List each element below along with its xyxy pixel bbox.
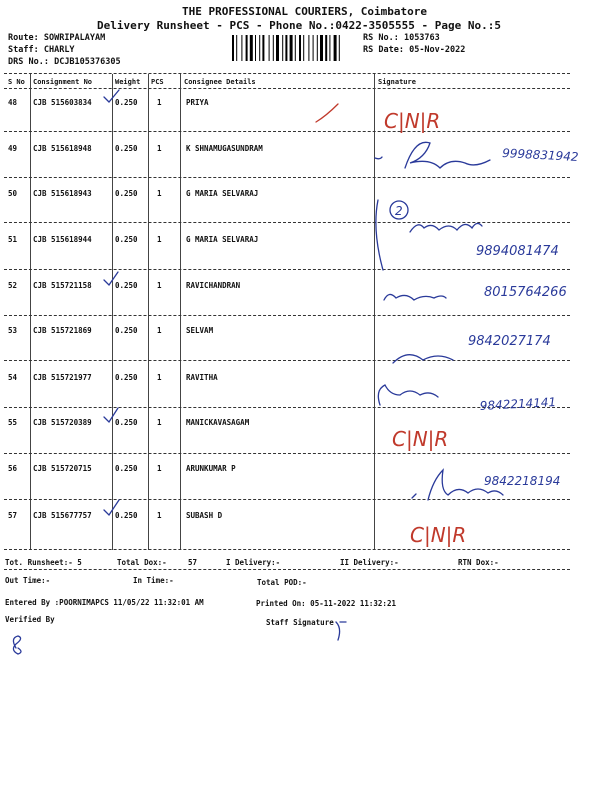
- barcode-bar: [334, 35, 337, 61]
- barcode-bar: [262, 35, 264, 61]
- route-line: [8, 33, 105, 43]
- rs-date-line: [363, 45, 465, 55]
- phone-note: 8015764266: [484, 285, 567, 300]
- verified-initial-ink: [13, 636, 21, 654]
- rs-no-label: RS No.:: [363, 33, 399, 43]
- barcode-bar: [325, 35, 327, 61]
- rs-date-value: 05-Nov-2022: [409, 45, 466, 55]
- circled-number: 2: [395, 204, 403, 218]
- row-weight: 0.250: [115, 511, 138, 520]
- row-consignee: ARUNKUMAR P: [186, 464, 236, 473]
- rs-no-value: 1053763: [403, 33, 440, 43]
- row-weight: 0.250: [115, 418, 138, 427]
- barcode-bar: [313, 35, 314, 61]
- barcode-bar: [282, 35, 283, 61]
- col-divider: [148, 74, 149, 550]
- row-consignment: CJB 515721977: [33, 373, 92, 382]
- row-consignment: CJB 515618943: [33, 189, 92, 198]
- row-consignment: CJB 515677757: [33, 511, 92, 520]
- row-consignee: SELVAM: [186, 326, 214, 335]
- barcode-bar: [290, 35, 293, 61]
- row-consignment: CJB 515721869: [33, 326, 92, 335]
- footer-rule: [4, 569, 570, 570]
- table-bottom-rule: [4, 549, 570, 550]
- col-divider: [112, 74, 113, 550]
- row-sno: 54: [8, 373, 18, 382]
- row-consignee: K SHNAMUGASUNDRAM: [186, 144, 263, 153]
- drs-value: DCJB105376305: [54, 57, 121, 67]
- entered-by: Entered By :POORNIMAPCS 11/05/22 11:32:01 AM: [5, 598, 204, 607]
- barcode-bar: [317, 35, 318, 61]
- staff-value: CHARLY: [43, 45, 75, 55]
- handwritten-signature: [393, 355, 453, 363]
- barcode-bar: [299, 35, 301, 61]
- row-consignee: RAVITHA: [186, 373, 218, 382]
- col-consignment: Consignment No: [33, 78, 93, 86]
- staff-line: [8, 45, 75, 55]
- row-weight: 0.250: [115, 98, 138, 107]
- barcode-bar: [295, 35, 296, 61]
- row-sno: 56: [8, 464, 18, 473]
- row-consignment: CJB 515720389: [33, 418, 92, 427]
- row-rule: [4, 499, 570, 500]
- handwritten-mark: [316, 104, 338, 122]
- row-consignment: CJB 515618944: [33, 235, 92, 244]
- total-dox-label: Total Dox:-: [117, 558, 167, 567]
- row-sno: 50: [8, 189, 18, 198]
- row-rule: [4, 131, 570, 132]
- i-delivery: I Delivery:-: [226, 558, 281, 567]
- barcode-bar: [273, 35, 274, 61]
- table-header-rule: [4, 88, 570, 89]
- row-sno: 48: [8, 98, 18, 107]
- row-pcs: 1: [157, 511, 162, 520]
- handwritten-mark: [376, 200, 383, 270]
- barcode-bar: [276, 35, 279, 61]
- phone-note: 9998831942: [501, 146, 579, 164]
- row-consignee: SUBASH D: [186, 511, 223, 520]
- barcode: [230, 34, 358, 62]
- barcode-bar: [320, 35, 323, 61]
- handwritten-signature: [412, 470, 503, 500]
- barcode-bar: [232, 35, 234, 61]
- col-pcs: PCS: [151, 78, 164, 86]
- row-sno: 52: [8, 281, 18, 290]
- row-pcs: 1: [157, 464, 162, 473]
- col-sno: S No: [8, 78, 25, 86]
- runsheet-subtitle: Delivery Runsheet - PCS - Phone No.:0422-3505555 - Page No.:5: [97, 19, 501, 32]
- total-dox-value: 57: [188, 558, 198, 567]
- row-sno: 57: [8, 511, 18, 520]
- tot-runsheet: Tot. Runsheet:- 5: [5, 558, 82, 567]
- row-pcs: 1: [157, 373, 162, 382]
- barcode-bar: [285, 35, 287, 61]
- row-consignment: CJB 515721158: [33, 281, 92, 290]
- phone-note: 9842214141: [479, 395, 557, 413]
- row-weight: 0.250: [115, 373, 138, 382]
- handwritten-mark: [375, 157, 382, 159]
- drs-line: [8, 57, 121, 67]
- handwritten-signature: [384, 294, 446, 300]
- barcode-bar: [339, 35, 340, 61]
- handwritten-circle: [390, 201, 408, 219]
- row-pcs: 1: [157, 98, 162, 107]
- phone-note: 9842218194: [484, 474, 561, 488]
- cnr-note: C|N|R: [392, 427, 449, 451]
- row-rule: [4, 407, 570, 408]
- row-sno: 51: [8, 235, 18, 244]
- row-consignee: MANICKAVASAGAM: [186, 418, 250, 427]
- row-pcs: 1: [157, 235, 162, 244]
- barcode-bar: [308, 35, 309, 61]
- handwritten-signature: [410, 223, 482, 232]
- row-pcs: 1: [157, 189, 162, 198]
- rs-no-line: [363, 33, 440, 43]
- row-weight: 0.250: [115, 464, 138, 473]
- row-sno: 55: [8, 418, 18, 427]
- row-consignment: CJB 515720715: [33, 464, 92, 473]
- staff-signature-ink: [336, 622, 346, 640]
- row-pcs: 1: [157, 281, 162, 290]
- table-top-rule: [4, 73, 570, 74]
- barcode-bar: [259, 35, 260, 61]
- barcode-bar: [329, 35, 330, 61]
- row-pcs: 1: [157, 326, 162, 335]
- rtn-dox: RTN Dox:-: [458, 558, 499, 567]
- row-consignee: RAVICHANDRAN: [186, 281, 241, 290]
- row-pcs: 1: [157, 418, 162, 427]
- printed-on: Printed On: 05-11-2022 11:32:21: [256, 599, 396, 608]
- barcode-bar: [236, 35, 237, 61]
- row-consignee: G MARIA SELVARAJ: [186, 235, 259, 244]
- col-divider: [180, 74, 181, 550]
- cnr-note: C|N|R: [410, 523, 467, 547]
- barcode-bar: [303, 35, 304, 61]
- verified-by: Verified By: [5, 615, 55, 624]
- phone-note: 9894081474: [476, 244, 559, 259]
- ii-delivery: II Delivery:-: [340, 558, 399, 567]
- row-rule: [4, 269, 570, 270]
- cnr-note: C|N|R: [384, 109, 441, 133]
- row-consignment: CJB 515603834: [33, 98, 92, 107]
- barcode-bar: [241, 35, 242, 61]
- in-time: In Time:-: [133, 576, 174, 585]
- row-weight: 0.250: [115, 235, 138, 244]
- total-pod: Total POD:-: [257, 578, 307, 587]
- handwritten-signature: [378, 385, 438, 405]
- row-consignee: G MARIA SELVARAJ: [186, 189, 259, 198]
- row-rule: [4, 315, 570, 316]
- row-rule: [4, 222, 570, 223]
- row-sno: 53: [8, 326, 18, 335]
- row-sno: 49: [8, 144, 18, 153]
- phone-note: 9842027174: [468, 334, 551, 349]
- col-weight: Weight: [115, 78, 141, 86]
- row-rule: [4, 453, 570, 454]
- col-divider: [374, 74, 375, 550]
- staff-label: Staff:: [8, 45, 39, 55]
- row-pcs: 1: [157, 144, 162, 153]
- row-rule: [4, 177, 570, 178]
- col-consignee: Consignee Details: [184, 78, 256, 86]
- barcode-bar: [255, 35, 256, 61]
- row-rule: [4, 360, 570, 361]
- drs-label: DRS No.:: [8, 57, 49, 67]
- row-consignment: CJB 515618948: [33, 144, 92, 153]
- col-divider: [30, 74, 31, 550]
- row-weight: 0.250: [115, 281, 138, 290]
- barcode-bar: [250, 35, 253, 61]
- barcode-bar: [246, 35, 248, 61]
- rs-date-label: RS Date:: [363, 45, 404, 55]
- row-weight: 0.250: [115, 189, 138, 198]
- route-label: Route:: [8, 33, 39, 43]
- col-signature: Signature: [378, 78, 416, 86]
- row-weight: 0.250: [115, 326, 138, 335]
- out-time: Out Time:-: [5, 576, 51, 585]
- company-title: THE PROFESSIONAL COURIERS, Coimbatore: [182, 5, 428, 18]
- row-weight: 0.250: [115, 144, 138, 153]
- staff-signature-label: Staff Signature: [266, 618, 334, 627]
- route-value: SOWRIPALAYAM: [43, 33, 106, 43]
- row-consignee: PRIYA: [186, 98, 209, 107]
- handwritten-signature: [405, 142, 490, 168]
- barcode-bar: [269, 35, 270, 61]
